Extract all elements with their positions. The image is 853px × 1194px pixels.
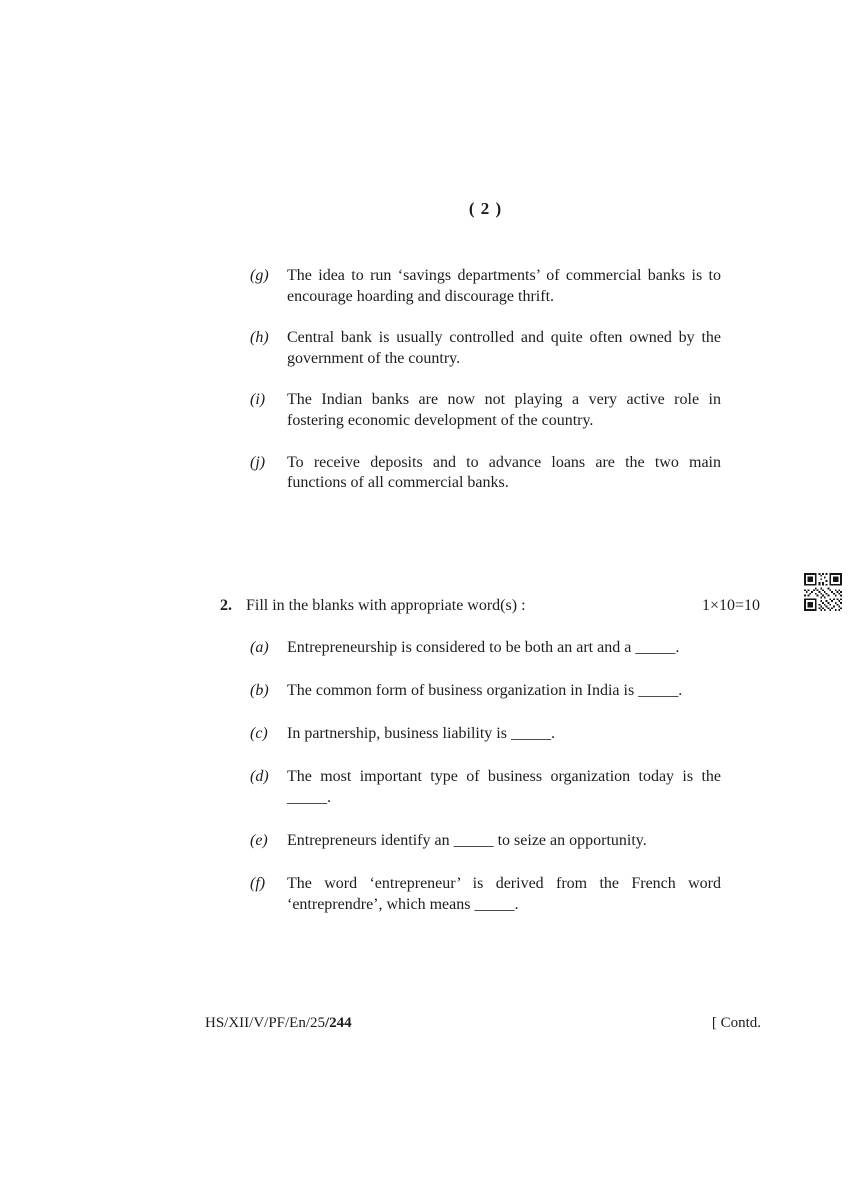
blank-label: (d): [250, 768, 269, 786]
blank-text: Entrepreneurs identify an _____ to seize an opportunity.: [287, 831, 647, 849]
blank-text: Entrepreneurship is considered to be both an art and a _____.: [287, 639, 680, 656]
question-2-prompt: Fill in the blanks with appropriate word(s) :: [246, 597, 526, 614]
statement-text: Central bank is usually controlled and quite often owned by the government of the country.: [287, 329, 721, 367]
blank-text: In partnership, business liability is _____.: [287, 725, 555, 743]
blank-label: (a): [250, 639, 269, 656]
paper-code: [205, 1015, 352, 1032]
question-2-heading: [220, 596, 760, 617]
blank-text: The common form of business organization in India is _____.: [287, 682, 683, 700]
blank-label: (e): [250, 831, 268, 849]
blank-item: [250, 724, 721, 745]
question-1-statements: [250, 266, 721, 515]
statement-text: The Indian banks are now not playing a very active role in fostering economic development of the country.: [287, 391, 721, 429]
statement-text: The idea to run ‘savings departments’ of commercial banks is to encourage hoarding and discourage thrift.: [287, 267, 721, 305]
blank-item: [250, 638, 721, 659]
question-2-items: [250, 638, 721, 938]
blank-text: The word ‘entrepreneur’ is derived from the French word ‘entreprendre’, which means _____.: [287, 875, 721, 913]
statement-item: [250, 328, 721, 369]
statement-label: (i): [250, 391, 266, 409]
blank-text: The most important type of business organization today is the _____.: [287, 768, 721, 806]
blank-item: [250, 831, 721, 852]
question-2-number: 2.: [220, 597, 232, 614]
blank-label: (c): [250, 725, 268, 743]
blank-label: (f): [250, 875, 266, 893]
statement-label: (g): [250, 267, 269, 284]
blank-item: [250, 767, 721, 808]
blank-item: [250, 874, 721, 915]
statement-item: [250, 266, 721, 307]
statement-text: To receive deposits and to advance loans are the two main functions of all commercial banks.: [287, 453, 721, 492]
paper-code-number: /244: [325, 1015, 352, 1031]
contd-label: [ Contd.: [711, 1015, 761, 1031]
paper-code-text: HS/XII/V/PF/En/25: [205, 1015, 326, 1031]
statement-label: (j): [250, 453, 266, 471]
page-footer: [205, 1015, 761, 1032]
statement-label: (h): [250, 329, 269, 347]
page-number: ( 2 ): [468, 199, 503, 218]
blank-label: (b): [250, 682, 269, 700]
qr-code-icon: [804, 573, 842, 611]
statement-item: [250, 453, 721, 494]
blank-item: [250, 681, 721, 702]
question-2-marks: 1×10=10: [701, 597, 760, 614]
statement-item: [250, 390, 721, 431]
